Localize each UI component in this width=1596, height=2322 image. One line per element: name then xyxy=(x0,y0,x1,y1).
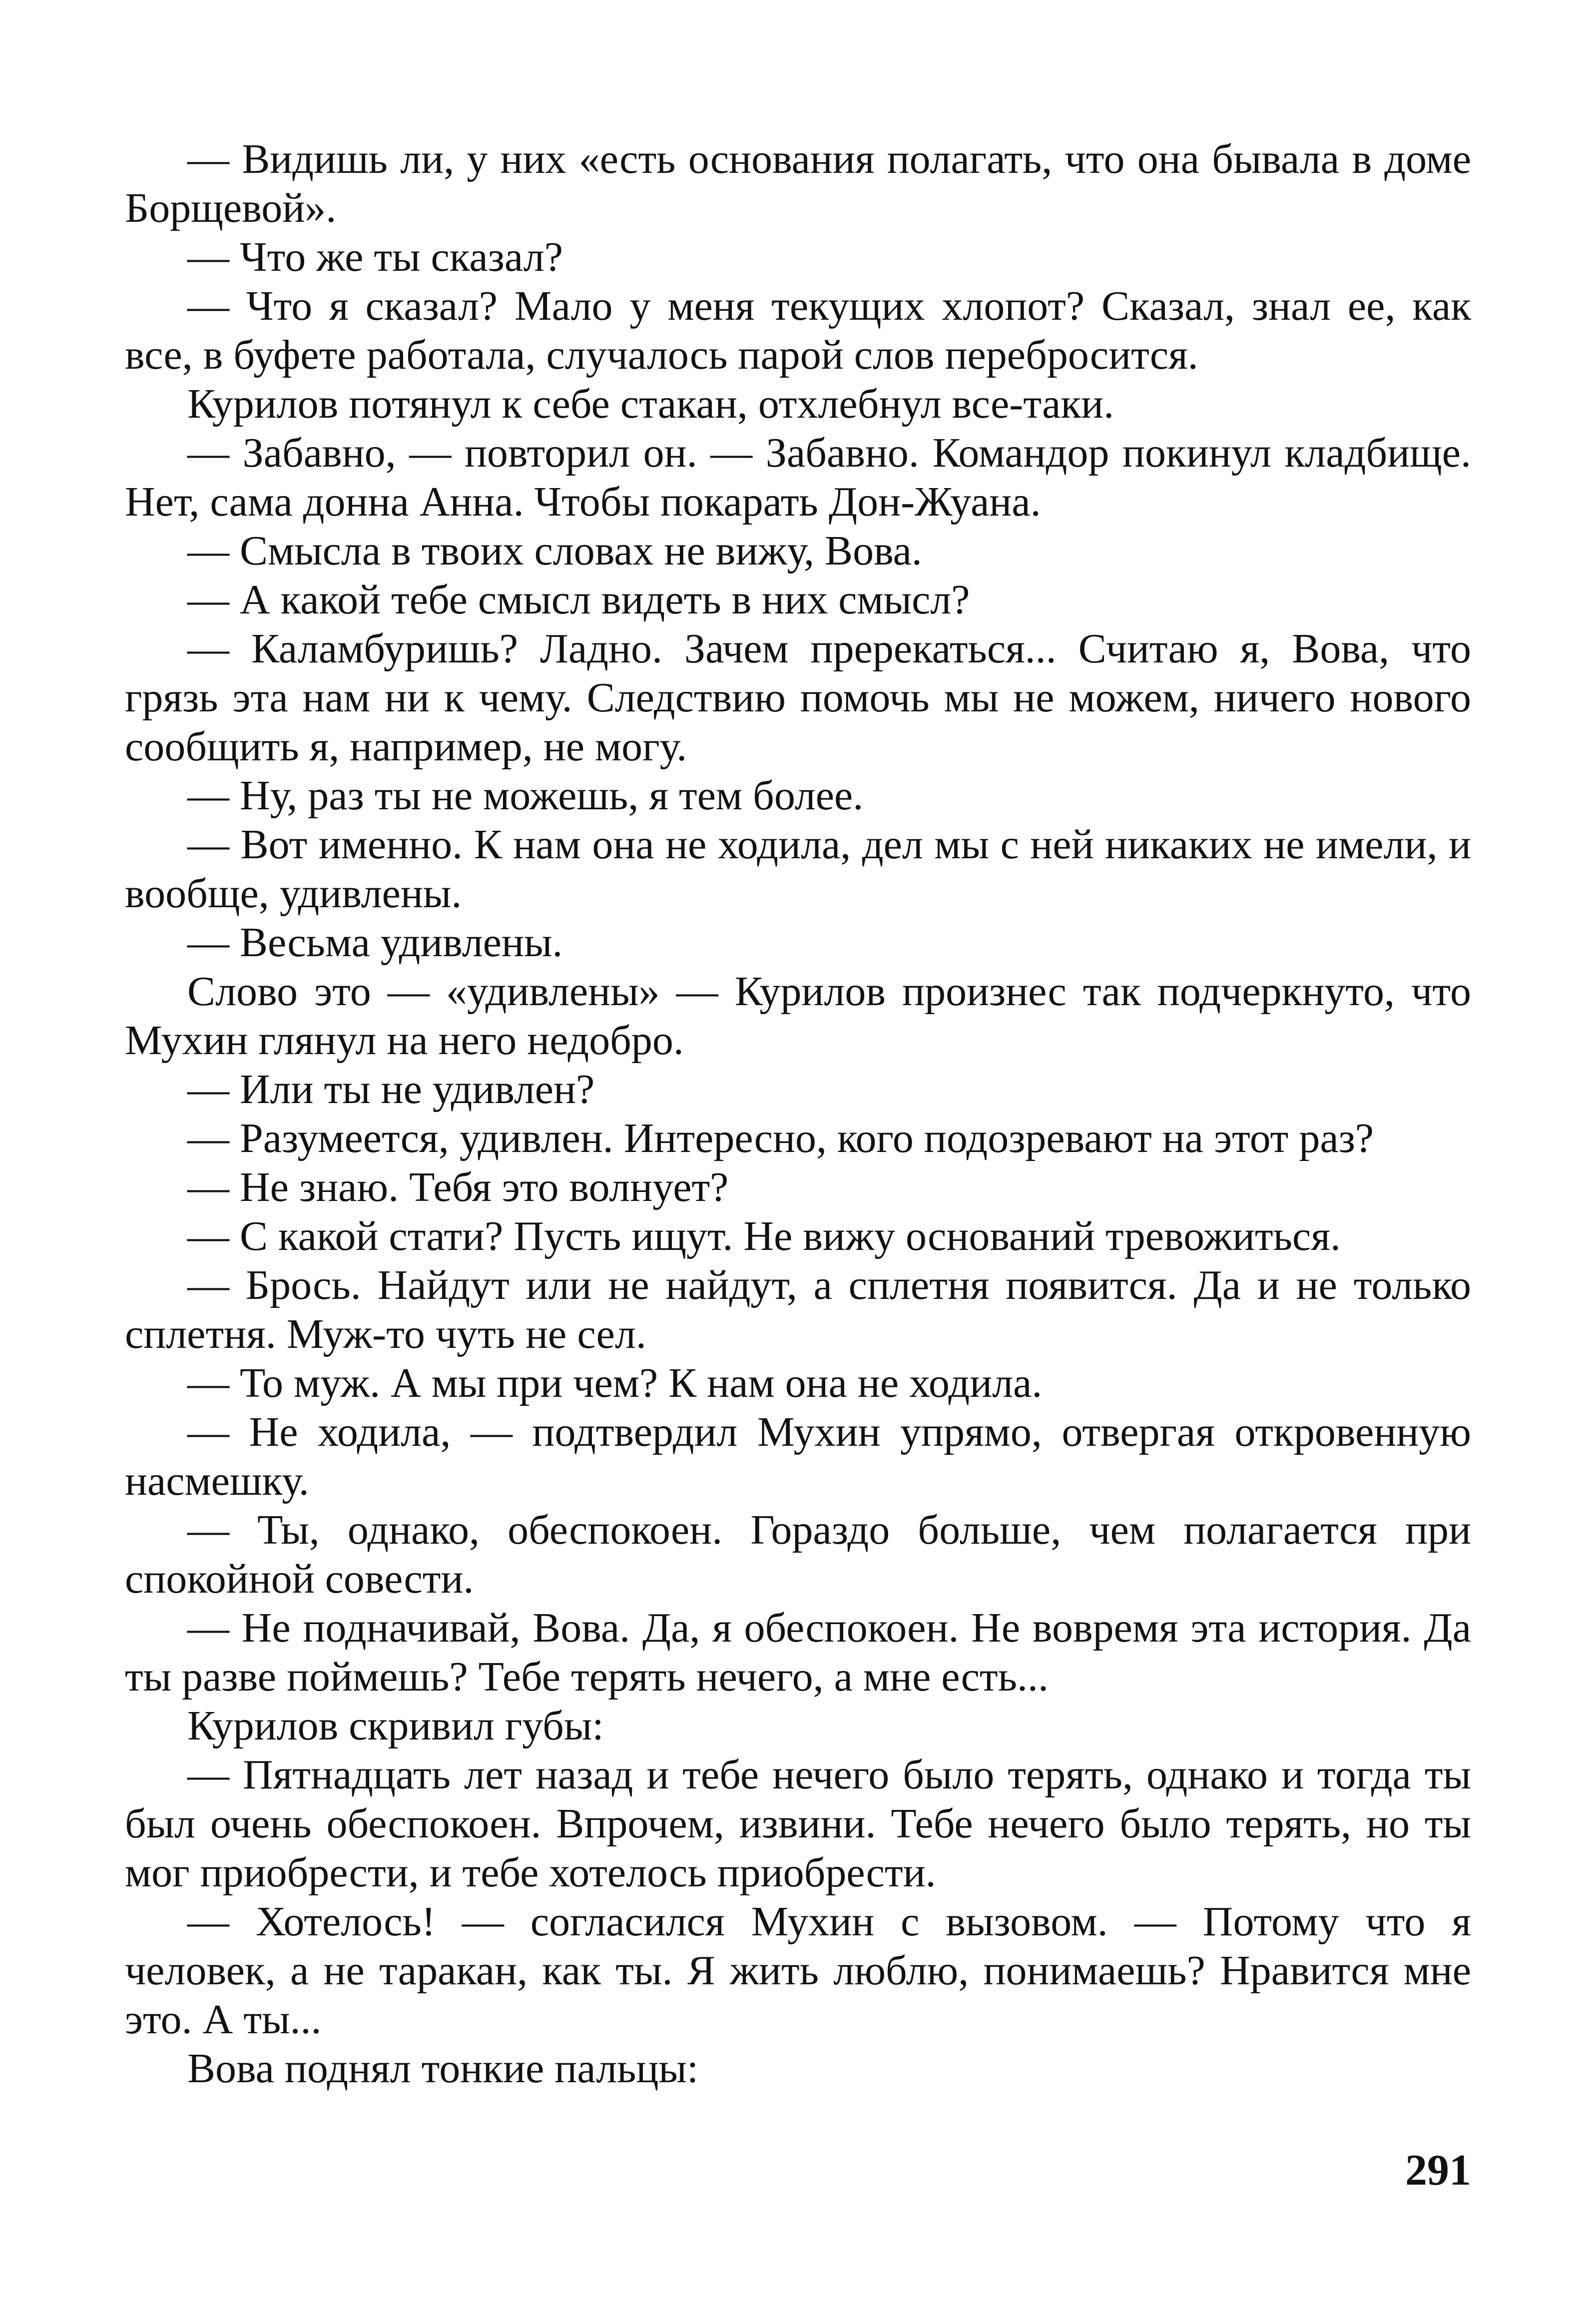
paragraph: — Ты, однако, обеспокоен. Гораздо больше, чем полагается при спокойной совести. xyxy=(125,1507,1471,1602)
paragraph: — Хотелось! — согласился Мухин с вызовом. — Потому что я человек, а не таракан, как ты. Я жить люблю, понимаешь? Нравится мне это. А ты... xyxy=(125,1898,1471,2043)
paragraph: — Видишь ли, у них «есть основания полагать, что она бывала в доме Борщевой». xyxy=(125,136,1471,231)
paragraph: Слово это — «удивлены» — Курилов произнес так подчеркнуто, что Мухин глянул на него недобро. xyxy=(125,968,1471,1064)
paragraph: — Смысла в твоих словах не вижу, Вова. xyxy=(187,528,922,574)
paragraph: — Не знаю. Тебя это волнует? xyxy=(187,1164,729,1210)
paragraph: — Не ходила, — подтвердил Мухин упрямо, отвергая откровенную насмешку. xyxy=(125,1409,1471,1504)
page-body xyxy=(125,135,1471,2093)
paragraph: — Вот именно. К нам она не ходила, дел мы с ней никаких не имели, и вообще, удивлены. xyxy=(125,821,1471,917)
paragraph: — Пятнадцать лет назад и тебе нечего было терять, однако и тогда ты был очень обеспокоен. Впрочем, извини. Тебе нечего было терять, но ты мог приобрести, и тебе хотелось приобрести. xyxy=(125,1751,1471,1896)
book-page xyxy=(125,135,1471,2233)
paragraph: — Или ты не удивлен? xyxy=(187,1066,595,1113)
page-number: 291 xyxy=(1405,2146,1471,2195)
paragraph: — Разумеется, удивлен. Интересно, кого подозревают на этот раз? xyxy=(187,1115,1374,1161)
paragraph: — А какой тебе смысл видеть в них смысл? xyxy=(187,577,970,623)
paragraph: — Что же ты сказал? xyxy=(187,234,563,280)
paragraph: — Каламбуришь? Ладно. Зачем пререкаться... Считаю я, Вова, что грязь эта нам ни к чему. Следствию помочь мы не можем, ничего нового сообщить я, например, не могу. xyxy=(125,625,1471,770)
paragraph: Курилов потянул к себе стакан, отхлебнул все-таки. xyxy=(187,381,1114,427)
paragraph: — С какой стати? Пусть ищут. Не вижу оснований тревожиться. xyxy=(187,1213,1341,1259)
paragraph: — Забавно, — повторил он. — Забавно. Командор покинул кладбище. Нет, сама донна Анна. Чтобы покарать Дон-Жуана. xyxy=(125,430,1471,525)
paragraph: — Что я сказал? Мало у меня текущих хлопот? Сказал, знал ее, как все, в буфете работала, случалось парой слов перебросится. xyxy=(125,283,1471,378)
paragraph: Вова поднял тонкие пальцы: xyxy=(187,2045,699,2092)
paragraph: — Не подначивай, Вова. Да, я обеспокоен. Не вовремя эта история. Да ты разве поймешь? Тебе терять нечего, а мне есть... xyxy=(125,1605,1471,1700)
paragraph: — То муж. А мы при чем? К нам она не ходила. xyxy=(187,1360,1043,1406)
paragraph: — Весьма удивлены. xyxy=(187,919,563,966)
paragraph: Курилов скривил губы: xyxy=(187,1703,604,1749)
paragraph: — Ну, раз ты не можешь, я тем более. xyxy=(187,772,864,819)
paragraph: — Брось. Найдут или не найдут, а сплетня появится. Да и не только сплетня. Муж-то чуть не сел. xyxy=(125,1262,1471,1357)
